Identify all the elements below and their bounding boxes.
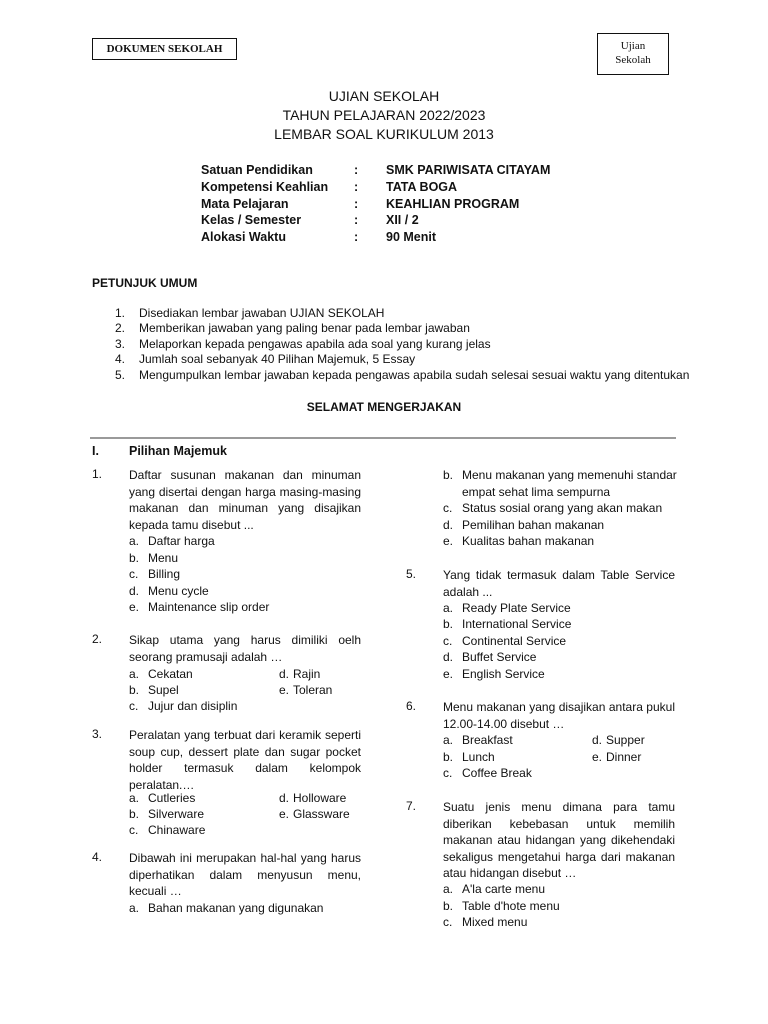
question-stem: Peralatan yang terbuat dari keramik seperti soup cup, dessert plate dan sugar pocket holder termasuk dalam kelompok peralatan.… — [129, 728, 361, 792]
question-stem: Dibawah ini merupakan hal-hal yang harus diperhatikan dalam menyusun menu, kecuali … — [129, 851, 361, 898]
answer-option[interactable]: a. Daftar harga — [129, 534, 215, 548]
meta-sep: : — [354, 163, 359, 177]
answer-option[interactable]: e. Maintenance slip order — [129, 600, 270, 614]
exam-stamp-box — [597, 33, 669, 75]
meta-value: 90 Menit — [386, 230, 437, 244]
question-4-continued — [406, 467, 676, 552]
question-stem: Yang tidak termasuk dalam Table Service adalah ... — [443, 568, 675, 599]
meta-sep: : — [354, 213, 359, 227]
answer-option[interactable]: e. Dinner — [592, 750, 642, 764]
answer-option[interactable]: c. Coffee Break — [443, 766, 532, 780]
general-heading: PETUNJUK UMUM — [92, 276, 198, 290]
answer-option[interactable]: b. International Service — [443, 617, 572, 631]
answer-option[interactable]: a. Cutleries — [129, 791, 196, 805]
meta-key: Mata Pelajaran — [201, 197, 289, 211]
meta-key: Satuan Pendidikan — [201, 163, 313, 177]
question-stem: Suatu jenis menu dimana para tamu diberikan kebebasan untuk memilih makanan atau hidangan yang dikehendaki sekaligus mengetahui harga dari makanan atau hidangan disebut … — [443, 800, 675, 880]
answer-option[interactable]: b. Silverware — [129, 807, 205, 821]
meta-sep: : — [354, 230, 359, 244]
question-number: 2. — [92, 632, 103, 646]
instruction-number: 1. — [115, 306, 126, 320]
meta-value: TATA BOGA — [386, 180, 458, 194]
answer-option[interactable]: e. Kualitas bahan makanan — [443, 534, 595, 548]
answer-option[interactable]: b. Table d'hote menu — [443, 899, 560, 913]
instruction-text: Melaporkan kepada pengawas apabila ada soal yang kurang jelas — [139, 337, 491, 351]
document-label: DOKUMEN SEKOLAH — [92, 38, 237, 60]
answer-option[interactable]: d. Menu cycle — [129, 584, 209, 598]
stamp-line-1: Ujian — [620, 40, 646, 52]
question-2 — [92, 632, 362, 717]
instruction-text: Disediakan lembar jawaban UJIAN SEKOLAH — [139, 306, 385, 320]
title-line-3: LEMBAR SOAL KURIKULUM 2013 — [274, 126, 494, 142]
answer-option[interactable]: d. Pemilihan bahan makanan — [443, 518, 605, 532]
answer-option[interactable]: d. Rajin — [279, 667, 321, 681]
question-number: 3. — [92, 727, 103, 741]
answer-option[interactable]: c. Billing — [129, 567, 181, 581]
meta-value: KEAHLIAN PROGRAM — [386, 197, 520, 211]
instruction-number: 5. — [115, 368, 126, 382]
instruction-number: 3. — [115, 337, 126, 351]
question-5 — [406, 567, 676, 687]
title-line-1: UJIAN SEKOLAH — [328, 88, 440, 104]
instruction-text: Memberikan jawaban yang paling benar pada lembar jawaban — [139, 321, 470, 335]
answer-option[interactable]: a. Ready Plate Service — [443, 601, 571, 615]
meta-key: Kompetensi Keahlian — [201, 180, 329, 194]
answer-option[interactable]: a. A'la carte menu — [443, 882, 545, 896]
question-stem: Daftar susunan makanan dan minuman yang disertai dengan harga masing-masing makanan dan minuman yang disajikan kepada tamu disebut ... — [129, 468, 361, 532]
stamp-line-2: Sekolah — [615, 54, 651, 66]
answer-option[interactable]: c. Continental Service — [443, 634, 567, 648]
question-number: 6. — [406, 699, 417, 713]
answer-option[interactable]: e. Glassware — [279, 807, 350, 821]
answer-option[interactable]: e. Toleran — [279, 683, 333, 697]
answer-option[interactable]: d. Buffet Service — [443, 650, 537, 664]
section-divider — [90, 437, 676, 439]
meta-key: Alokasi Waktu — [201, 230, 286, 244]
question-6 — [406, 699, 676, 789]
question-3 — [92, 727, 362, 842]
answer-option[interactable]: b. Menu makanan yang memenuhi standar — [443, 468, 677, 482]
answer-option[interactable]: e. English Service — [443, 667, 545, 681]
question-number: 7. — [406, 799, 417, 813]
answer-option-continued: empat sehat lima sempurna — [462, 485, 611, 499]
instruction-number: 2. — [115, 321, 126, 335]
section-number: I. — [92, 444, 99, 458]
title-line-2: TAHUN PELAJARAN 2022/2023 — [282, 107, 486, 123]
meta-sep: : — [354, 180, 359, 194]
answer-option[interactable]: c. Mixed menu — [443, 915, 528, 929]
question-stem: Menu makanan yang disajikan antara pukul 12.00-14.00 disebut … — [443, 700, 675, 731]
answer-option[interactable]: a. Bahan makanan yang digunakan — [129, 901, 324, 915]
answer-option[interactable]: a. Cekatan — [129, 667, 193, 681]
answer-option[interactable]: a. Breakfast — [443, 733, 513, 747]
answer-option[interactable]: b. Supel — [129, 683, 179, 697]
answer-option[interactable]: b. Menu — [129, 551, 179, 565]
question-number: 5. — [406, 567, 417, 581]
question-1 — [92, 467, 362, 627]
question-stem: Sikap utama yang harus dimiliki oelh seorang pramusaji adalah … — [129, 633, 361, 664]
question-7 — [406, 799, 676, 934]
answer-option[interactable]: b. Lunch — [443, 750, 495, 764]
instruction-text: Jumlah soal sebanyak 40 Pilihan Majemuk, 5 Essay — [139, 352, 416, 366]
meta-key: Kelas / Semester — [201, 213, 302, 227]
question-number: 4. — [92, 850, 103, 864]
meta-value: XII / 2 — [386, 213, 419, 227]
question-number: 1. — [92, 467, 103, 481]
answer-option[interactable]: d. Holloware — [279, 791, 347, 805]
question-4 — [92, 850, 362, 920]
meta-sep: : — [354, 197, 359, 211]
instruction-number: 4. — [115, 352, 126, 366]
answer-option[interactable]: c. Chinaware — [129, 823, 206, 837]
answer-option[interactable]: c. Jujur dan disiplin — [129, 699, 238, 713]
answer-option[interactable]: d. Supper — [592, 733, 645, 747]
instruction-text: Mengumpulkan lembar jawaban kepada pengawas apabila sudah selesai sesuai waktu yang ditentukan — [139, 368, 690, 382]
answer-option[interactable]: c. Status sosial orang yang akan makan — [443, 501, 663, 515]
section-title: Pilihan Majemuk — [129, 444, 227, 458]
closing-text: SELAMAT MENGERJAKAN — [306, 400, 462, 414]
meta-value: SMK PARIWISATA CITAYAM — [386, 163, 551, 177]
